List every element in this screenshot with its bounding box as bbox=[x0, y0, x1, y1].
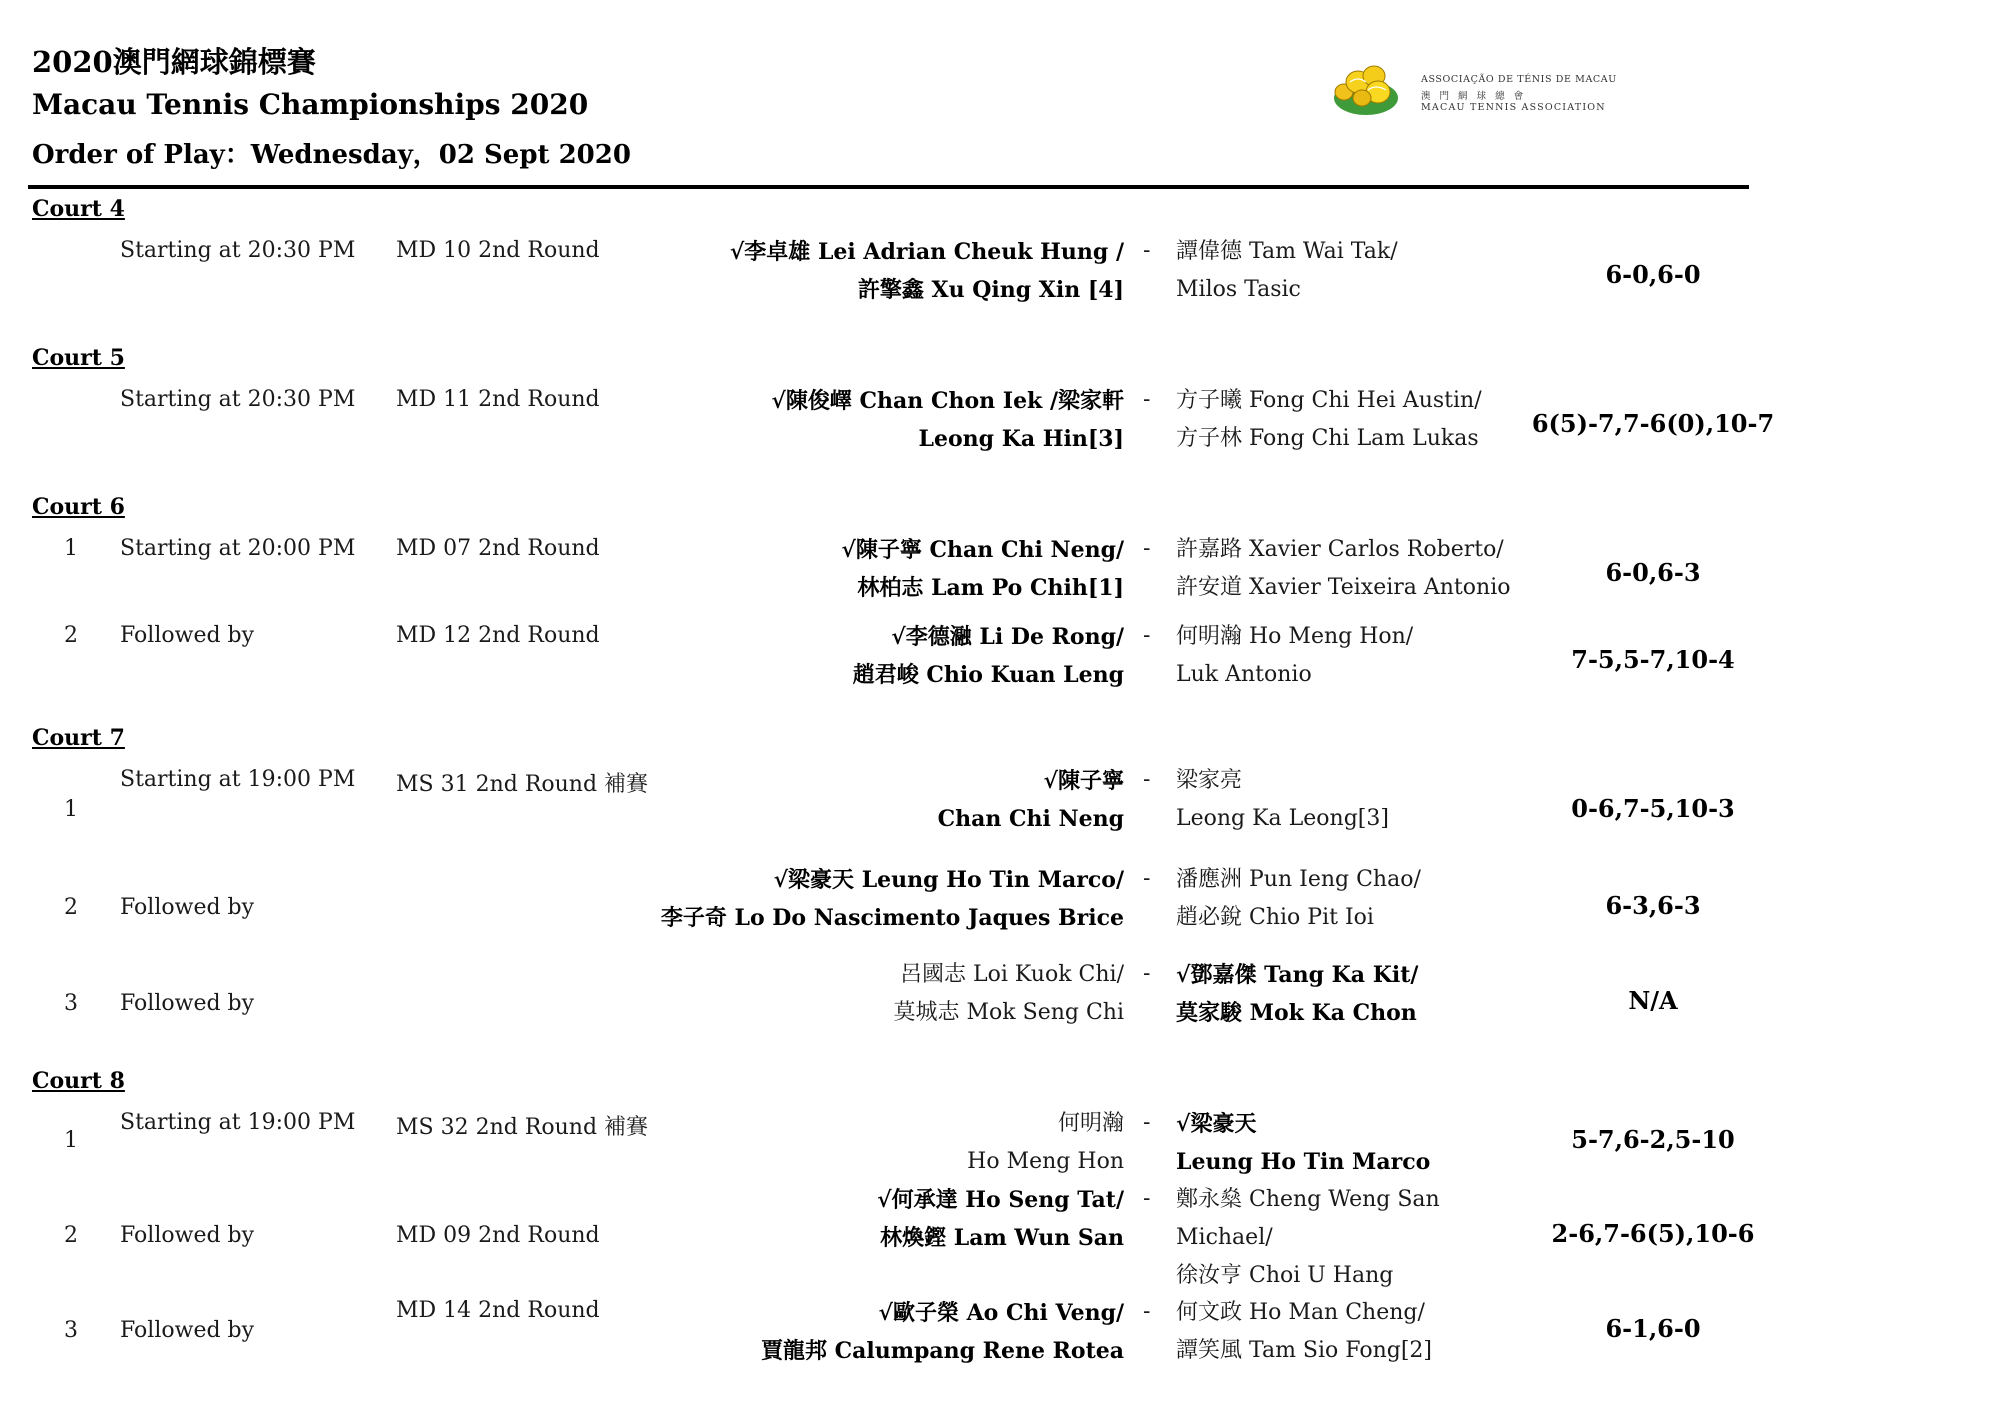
player-line: 呂國志 Loi Kuok Chi/ bbox=[899, 962, 1124, 987]
title-chinese: 2020澳門網球錦標賽 bbox=[32, 45, 316, 79]
team-right bbox=[1176, 861, 1421, 937]
match-number: 1 bbox=[64, 536, 78, 561]
player-line: 林煥鏗 Lam Wun San bbox=[880, 1225, 1124, 1251]
logo-text-portuguese: ASSOCIAÇÃO DE TÉNIS DE MACAU bbox=[1421, 74, 1617, 85]
player-line: √梁豪天 Leung Ho Tin Marco/ bbox=[773, 867, 1124, 893]
player-line: Ho Meng Hon bbox=[967, 1149, 1124, 1174]
team-right bbox=[1176, 1105, 1430, 1181]
team-right bbox=[1176, 618, 1413, 694]
match-score: 6-1,6-0 bbox=[1605, 1314, 1701, 1343]
player-line: √何承達 Ho Seng Tat/ bbox=[877, 1187, 1124, 1213]
team-right bbox=[1176, 1294, 1432, 1370]
player-line: √李卓雄 Lei Adrian Cheuk Hung / bbox=[729, 239, 1124, 265]
player-line: 許安道 Xavier Teixeira Antonio bbox=[1176, 575, 1511, 600]
versus-dash: - bbox=[1143, 387, 1151, 412]
player-line: 趙君峻 Chio Kuan Leng bbox=[852, 662, 1124, 688]
player-line: 何文政 Ho Man Cheng/ bbox=[1176, 1300, 1425, 1325]
match-number: 3 bbox=[64, 1318, 78, 1343]
match-score: 0-6,7-5,10-3 bbox=[1571, 794, 1735, 823]
match-score: 6(5)-7,7-6(0),10-7 bbox=[1531, 409, 1775, 438]
team-left bbox=[661, 861, 1124, 937]
match-number: 2 bbox=[64, 895, 78, 920]
player-line: Luk Antonio bbox=[1176, 662, 1312, 687]
match-number: 2 bbox=[64, 623, 78, 648]
match-event: MD 09 2nd Round bbox=[396, 1223, 600, 1248]
header-divider bbox=[28, 185, 1749, 189]
court-heading: Court 7 bbox=[32, 725, 125, 751]
versus-dash: - bbox=[1143, 623, 1151, 648]
team-left bbox=[938, 762, 1124, 838]
player-line: 許嘉路 Xavier Carlos Roberto/ bbox=[1176, 537, 1504, 562]
team-left bbox=[894, 956, 1124, 1032]
player-line: √歐子榮 Ao Chi Veng/ bbox=[878, 1300, 1124, 1326]
logo-text-chinese: 澳 門 網 球 總 會 bbox=[1421, 91, 1527, 102]
logo-text-english: MACAU TENNIS ASSOCIATION bbox=[1421, 102, 1606, 113]
player-line: 趙必銳 Chio Pit Ioi bbox=[1176, 905, 1374, 930]
team-left bbox=[877, 1181, 1124, 1257]
association-logo bbox=[1316, 52, 1646, 122]
player-line: 賈龍邦 Calumpang Rene Rotea bbox=[760, 1338, 1124, 1364]
player-line: Leong Ka Leong[3] bbox=[1176, 806, 1389, 831]
player-line: Michael/ bbox=[1176, 1225, 1273, 1250]
team-right bbox=[1176, 1181, 1440, 1295]
player-line: Leong Ka Hin[3] bbox=[918, 426, 1124, 452]
player-line: √梁豪天 bbox=[1176, 1111, 1257, 1137]
tennis-balls-icon bbox=[1316, 52, 1416, 122]
player-line: Leung Ho Tin Marco bbox=[1176, 1149, 1431, 1175]
match-number: 1 bbox=[64, 797, 78, 822]
team-left bbox=[730, 233, 1124, 309]
match-score: 5-7,6-2,5-10 bbox=[1571, 1125, 1735, 1154]
team-left bbox=[761, 1294, 1124, 1370]
player-line: 李子奇 Lo Do Nascimento Jaques Brice bbox=[660, 905, 1124, 931]
match-time: Followed by bbox=[120, 1318, 255, 1343]
match-event: MD 10 2nd Round bbox=[396, 238, 600, 263]
court-heading: Court 5 bbox=[32, 345, 125, 371]
match-event: MD 14 2nd Round bbox=[396, 1298, 600, 1323]
team-left bbox=[967, 1105, 1124, 1181]
player-line: 譚偉德 Tam Wai Tak/ bbox=[1176, 239, 1398, 264]
player-line: Chan Chi Neng bbox=[937, 806, 1124, 832]
match-score: 6-3,6-3 bbox=[1605, 891, 1701, 920]
team-left bbox=[841, 531, 1124, 607]
team-left bbox=[771, 382, 1124, 458]
match-score: 6-0,6-3 bbox=[1605, 558, 1701, 587]
player-line: Milos Tasic bbox=[1176, 277, 1301, 302]
match-number: 1 bbox=[64, 1128, 78, 1153]
team-right bbox=[1176, 531, 1510, 607]
match-time: Starting at 20:00 PM bbox=[120, 536, 356, 561]
match-time: Starting at 19:00 PM bbox=[120, 1110, 356, 1135]
match-event: MD 07 2nd Round bbox=[396, 536, 600, 561]
match-event: MD 11 2nd Round bbox=[396, 387, 600, 412]
versus-dash: - bbox=[1143, 536, 1151, 561]
match-score: 2-6,7-6(5),10-6 bbox=[1551, 1219, 1755, 1248]
versus-dash: - bbox=[1143, 866, 1151, 891]
player-line: √陳俊嶧 Chan Chon Iek /梁家軒 bbox=[771, 388, 1124, 414]
player-line: 梁家亮 bbox=[1176, 768, 1243, 793]
versus-dash: - bbox=[1143, 961, 1151, 986]
team-left bbox=[853, 618, 1124, 694]
match-time: Followed by bbox=[120, 895, 255, 920]
versus-dash: - bbox=[1143, 1186, 1151, 1211]
title-english: Macau Tennis Championships 2020 bbox=[32, 88, 589, 121]
match-event: MS 32 2nd Round 補賽 bbox=[396, 1115, 649, 1140]
player-line: 許擎鑫 Xu Qing Xin [4] bbox=[857, 277, 1124, 303]
match-time: Followed by bbox=[120, 991, 255, 1016]
match-score: 6-0,6-0 bbox=[1605, 260, 1701, 289]
player-line: √陳子寧 Chan Chi Neng/ bbox=[841, 537, 1124, 563]
player-line: 徐汝亨 Choi U Hang bbox=[1176, 1263, 1394, 1288]
versus-dash: - bbox=[1143, 1110, 1151, 1135]
team-right bbox=[1176, 233, 1398, 309]
match-number: 3 bbox=[64, 991, 78, 1016]
match-time: Starting at 19:00 PM bbox=[120, 767, 356, 792]
player-line: 鄭永燊 Cheng Weng San bbox=[1176, 1187, 1440, 1212]
versus-dash: - bbox=[1143, 767, 1151, 792]
player-line: 潘應洲 Pun Ieng Chao/ bbox=[1176, 867, 1421, 892]
player-line: 林柏志 Lam Po Chih[1] bbox=[857, 575, 1124, 601]
match-event: MD 12 2nd Round bbox=[396, 623, 600, 648]
match-score: N/A bbox=[1628, 986, 1678, 1015]
player-line: √李德瀜 Li De Rong/ bbox=[891, 624, 1124, 650]
versus-dash: - bbox=[1143, 238, 1151, 263]
match-score: 7-5,5-7,10-4 bbox=[1571, 645, 1735, 674]
player-line: 莫城志 Mok Seng Chi bbox=[893, 1000, 1124, 1025]
player-line: 方子曦 Fong Chi Hei Austin/ bbox=[1176, 388, 1482, 413]
team-right bbox=[1176, 382, 1482, 458]
order-of-play: Order of Play：Wednesday，02 Sept 2020 bbox=[32, 140, 631, 170]
versus-dash: - bbox=[1143, 1299, 1151, 1324]
player-line: 何明瀚 Ho Meng Hon/ bbox=[1176, 624, 1414, 649]
court-heading: Court 6 bbox=[32, 494, 125, 520]
player-line: 方子林 Fong Chi Lam Lukas bbox=[1176, 426, 1479, 451]
player-line: 譚笑風 Tam Sio Fong[2] bbox=[1176, 1338, 1432, 1363]
court-heading: Court 8 bbox=[32, 1068, 125, 1094]
team-right bbox=[1176, 762, 1389, 838]
court-heading: Court 4 bbox=[32, 196, 125, 222]
match-number: 2 bbox=[64, 1223, 78, 1248]
match-event: MS 31 2nd Round 補賽 bbox=[396, 772, 649, 797]
match-time: Starting at 20:30 PM bbox=[120, 387, 356, 412]
team-right bbox=[1176, 956, 1418, 1032]
match-time: Followed by bbox=[120, 1223, 255, 1248]
player-line: √陳子寧 bbox=[1043, 768, 1124, 794]
player-line: 何明瀚 bbox=[1057, 1111, 1124, 1136]
player-line: √鄧嘉傑 Tang Ka Kit/ bbox=[1176, 962, 1419, 988]
match-time: Starting at 20:30 PM bbox=[120, 238, 356, 263]
player-line: 莫家駿 Mok Ka Chon bbox=[1176, 1000, 1417, 1026]
match-time: Followed by bbox=[120, 623, 255, 648]
